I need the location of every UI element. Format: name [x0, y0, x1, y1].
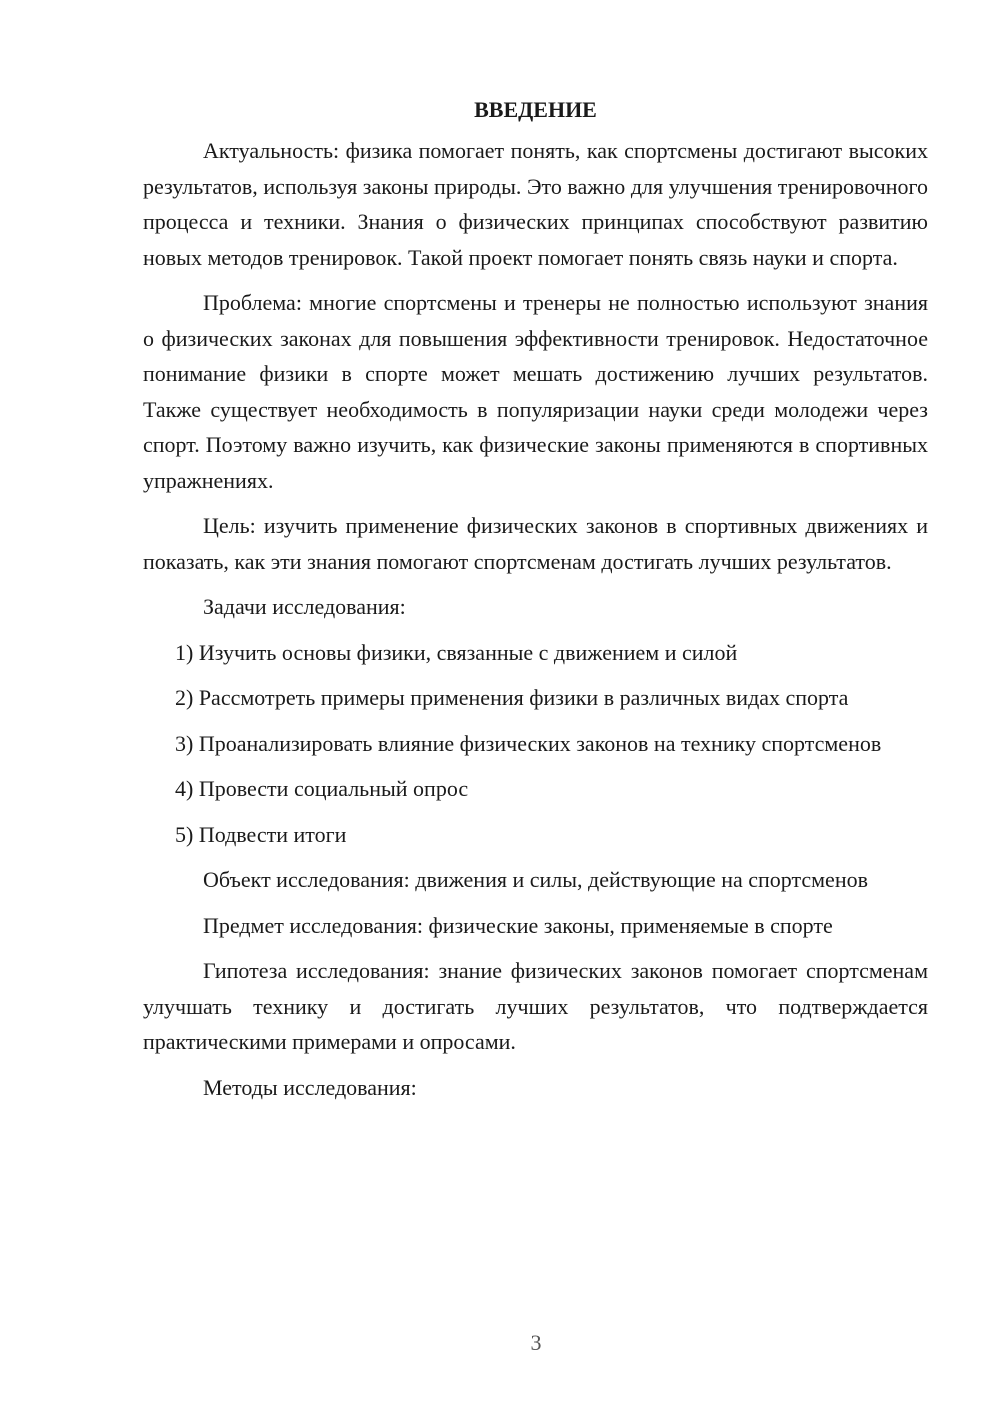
problem-paragraph: Проблема: многие спортсмены и тренеры не полностью используют знания о физических законах для повышения эффективности тренировок. Недостаточное понимание физики в спорте может мешать достижению лучших результатов. Также существует необходимость в популяризации науки среди молодежи через спорт. Поэтому важно изучить, как физические законы применяются в спортивных упражнениях.	[143, 290, 928, 493]
hypothesis-paragraph: Гипотеза исследования: знание физических законов помогает спортсменам улучшать технику и достигать лучших результатов, что подтверждается практическими примерами и опросами.	[143, 958, 928, 1054]
page-title: ВВЕДЕНИЕ	[474, 97, 597, 122]
methods-heading: Методы исследования:	[203, 1074, 417, 1100]
task-item-5: 5) Подвести итоги	[175, 821, 347, 847]
goal-paragraph: Цель: изучить применение физических законов в спортивных движениях и показать, как эти знания помогают спортсменам достигать лучших результатов.	[143, 513, 928, 574]
task-item-2: 2) Рассмотреть примеры применения физики в различных видах спорта	[175, 685, 849, 710]
object-paragraph: Объект исследования: движения и силы, действующие на спортсменов	[203, 867, 868, 892]
page-content	[143, 92, 928, 1105]
task-item-4: 4) Провести социальный опрос	[175, 776, 469, 801]
relevance-paragraph: Актуальность: физика помогает понять, как спортсмены достигают высоких результатов, используя законы природы. Это важно для улучшения тренировочного процесса и техники. Знания о физических принципах способствуют развитию новых методов тренировок. Такой проект помогает понять связь науки и спорта.	[143, 138, 928, 270]
tasks-heading: Задачи исследования:	[203, 594, 406, 619]
subject-paragraph: Предмет исследования: физические законы, применяемые в спорте	[203, 912, 833, 938]
page-number: 3	[530, 1330, 542, 1355]
task-item-3: 3) Проанализировать влияние физических законов на технику спортсменов	[175, 730, 882, 756]
task-item-1: 1) Изучить основы физики, связанные с движением и силой	[175, 639, 738, 665]
